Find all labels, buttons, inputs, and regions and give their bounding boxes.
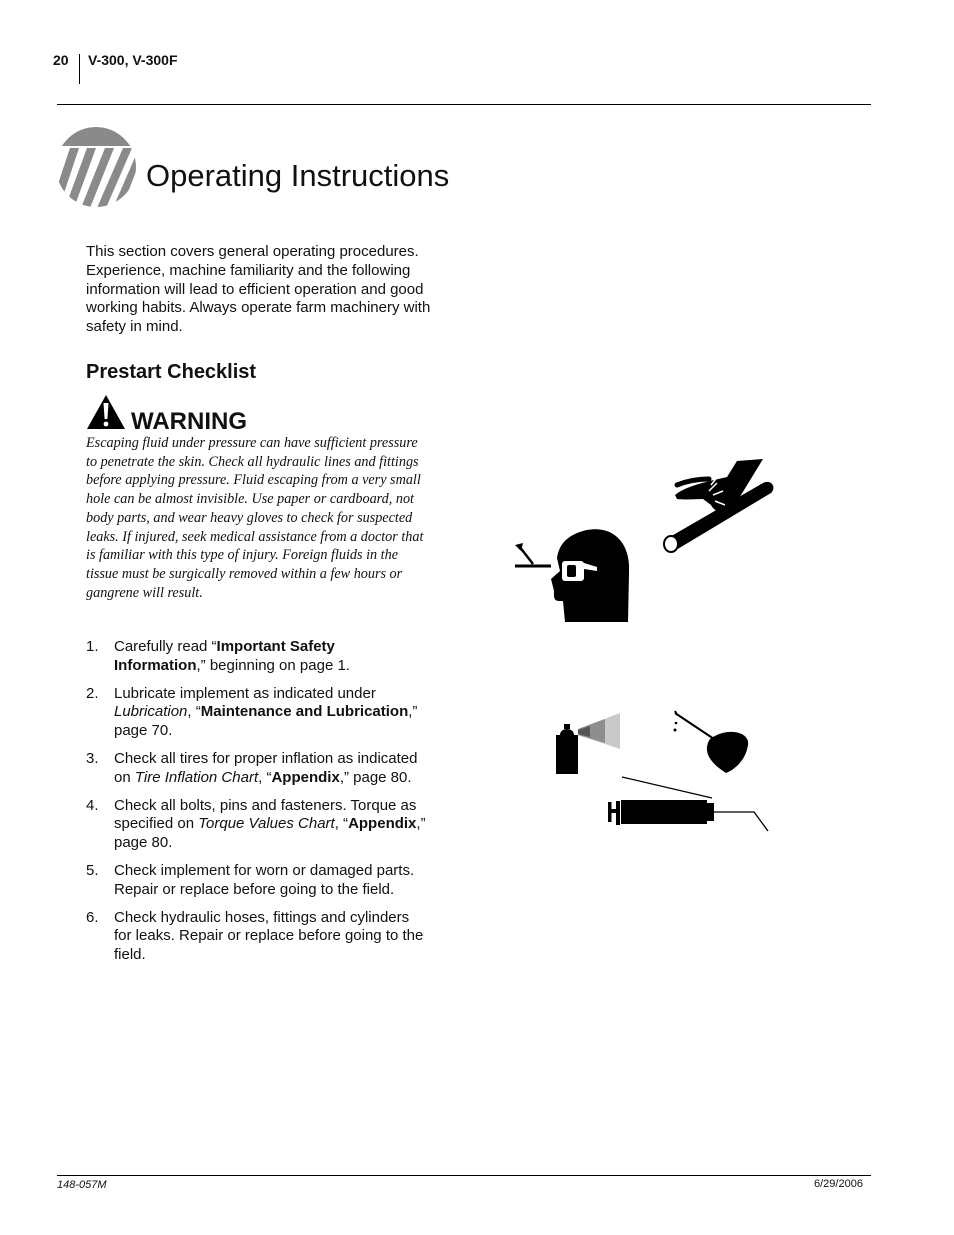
checklist-item-text: ,” beginning on page 1. [196,656,350,674]
checklist-item-text: ,” page 80. [339,768,412,786]
checklist-item-text: Maintenance and Lubrication [200,703,409,721]
checklist-item-text: Carefully read “ [114,638,217,655]
checklist-item-text: , “ [187,703,201,721]
intro-paragraph [86,243,431,337]
checklist-item [86,750,426,788]
bottom-rule [57,1175,871,1176]
warning-text: Escaping fluid under pressure can have sufficient pressure to penetrate the skin. Check all hydraulic lines and fittings before applying pressure. Fluid escaping from a very small hole can be almost invisible. Use paper or cardboard, not body parts, and wear heavy gloves to check for suspected leaks. If injured, seek medical assistance from a doctor that is familiar with this type of injury. Foreign fluids in the tissue must be surgically removed within a few hours or gangrene will result. [86,435,424,601]
checklist-item [86,638,426,676]
checklist-item-text: Important Safety Information [114,638,335,674]
intro-text: This section covers general operating procedures. Experience, machine familiarity and the following information will lead to efficient operation and good working habits. Always operate farm machinery with safety in mind. [86,243,431,336]
face-shield-icon [515,529,629,622]
checklist-item-text: Appendix [348,815,417,833]
checklist-item-text: , “ [334,815,349,833]
section-title: Operating Instructions [146,158,450,193]
checklist-item-number: 2. [86,684,99,702]
header-divider [79,54,80,84]
prestart-checklist [86,638,426,974]
warning-title: WARNING [131,408,247,435]
checklist-item-number: 5. [86,861,99,879]
checklist-item [86,862,426,900]
checklist-item-text: Check hydraulic hoses, fittings and cylinders for leaks. Repair or replace before going to the field. [114,908,424,964]
page-number: 20 [53,52,69,68]
checklist-item-text: Tire Inflation Chart [134,768,259,786]
checklist-item-text: Appendix [271,768,340,786]
checklist-item-text: Lubrication [114,703,188,721]
top-rule [57,104,871,105]
doc-number: 148-057M [57,1179,107,1191]
checklist-item-text: Check all tires for proper inflation as indicated on [114,749,418,786]
checklist-item-number: 1. [86,638,99,655]
checklist-item-text: Torque Values Chart [198,815,335,833]
oil-can-icon [674,711,749,773]
checklist-item-text: ,” page 70. [114,703,418,740]
spray-can-grease-gun-illustration [550,703,775,838]
spray-can-icon [556,713,620,774]
grease-gun-icon [608,777,768,831]
checklist-item-number: 6. [86,908,99,926]
checklist-item-number: 3. [86,749,99,767]
checklist-item [86,909,426,965]
footer-date: 6/29/2006 [814,1178,863,1190]
checklist-item-text: ,” page 80. [114,815,426,852]
checklist-item-text: Check implement for worn or damaged parts. Repair or replace before going to the field. [114,861,415,898]
eye-protection-and-hydraulic-leak-illustration [505,455,780,630]
exclamation-triangle-icon [86,394,126,430]
checklist-item-number: 4. [86,796,99,814]
checklist-item-text: , “ [258,768,272,786]
checklist-item-text: Lubricate implement as indicated under [114,684,376,702]
checklist-item-text: Check all bolts, pins and fasteners. Torque as specified on [114,796,417,833]
prestart-heading: Prestart Checklist [86,361,257,383]
section-stripes-logo [55,126,137,208]
model-name: V-300, V-300F [88,52,178,68]
checklist-item [86,797,426,853]
hydraulic-leak-hand-icon [664,459,773,552]
checklist-item [86,685,426,741]
